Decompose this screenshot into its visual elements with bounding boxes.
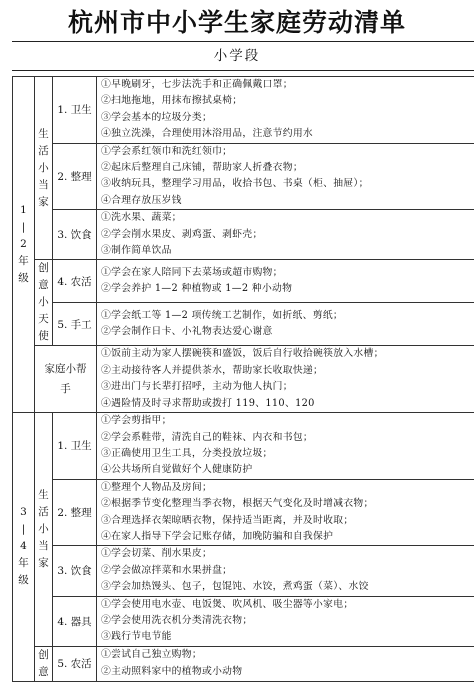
table-row <box>13 546 474 596</box>
table-row <box>13 646 474 681</box>
list-item: ②扫地拖地，用抹布擦拭桌椅； <box>101 93 472 109</box>
list-item: ②学会养护 1—2 种植物或 1—2 种小动物 <box>101 281 472 297</box>
item-list <box>97 646 474 681</box>
list-item: ③正确使用卫生工具，分类投放垃圾； <box>101 446 472 462</box>
list-item: ③进出门与长辈打招呼，主动为他人执门； <box>101 379 472 395</box>
list-item: ②学会制作日卡、小礼物表达爱心谢意 <box>101 324 472 340</box>
item-list <box>97 260 474 303</box>
list-item: ④公共场所自觉做好个人健康防护 <box>101 462 472 478</box>
grade-label-char: 4 <box>13 538 34 555</box>
list-item: ②主动照料家中的植物或小动物 <box>101 664 472 680</box>
list-item: ③制作简单饮品 <box>101 243 472 259</box>
list-item: ①整理个人物品及房间； <box>101 480 472 496</box>
category-label-char: 当 <box>35 177 52 194</box>
grade-label-char: 级 <box>13 572 34 589</box>
list-item: ③践行节电节能 <box>101 629 472 645</box>
list-item: ③学会基本的垃圾分类； <box>101 110 472 126</box>
page-title: 杭州市中小学生家庭劳动清单 <box>0 6 474 40</box>
category-label-char: 家 <box>35 194 52 211</box>
list-item: ④在家人指导下学会记账存储，加晚防骗和自我保护 <box>101 529 472 545</box>
subcategory-label: 4. 农活 <box>53 260 97 303</box>
table-row <box>13 346 474 413</box>
category-label-char: 小 <box>35 521 52 538</box>
subcategory-label: 1. 卫生 <box>53 77 97 144</box>
category-label-char: 小 <box>35 294 52 311</box>
table-row <box>13 596 474 646</box>
table-row <box>13 260 474 303</box>
list-item: ②学会使用洗衣机分类清洗衣物； <box>101 613 472 629</box>
category-label-char: 当 <box>35 538 52 555</box>
grade-label-char: 年 <box>13 253 34 270</box>
subcategory-label: 2. 整理 <box>53 143 97 210</box>
list-item: ①学会剪指甲； <box>101 413 472 429</box>
subcategory-label: 3. 饮食 <box>53 546 97 596</box>
grade-label <box>13 413 35 682</box>
subcategory-label: 1. 卫生 <box>53 413 97 480</box>
subcategory-label: 5. 手工 <box>53 303 97 346</box>
table-row <box>13 479 474 546</box>
list-item: ①学会使用电水壶、电饭煲、吹风机、吸尘器等小家电； <box>101 597 472 613</box>
category-label <box>35 260 53 346</box>
item-list <box>97 77 474 144</box>
grade-label-char: 3 <box>13 504 34 521</box>
grade-label-char: | <box>13 521 34 538</box>
category-label-char: 创 <box>35 260 52 277</box>
item-list <box>97 143 474 210</box>
list-item: ①尝试自己独立购物； <box>101 647 472 663</box>
list-item: ①早晚刷牙，七步法洗手和正确佩戴口罩； <box>101 77 472 93</box>
category-label-char: 家 <box>35 555 52 572</box>
grade-label-char: 级 <box>13 270 34 287</box>
list-item: ①学会纸工等 1—2 项传统工艺制作，如折纸、剪纸； <box>101 308 472 324</box>
table-row <box>13 210 474 260</box>
subtitle-divider <box>12 70 474 71</box>
category-label-char: 生 <box>35 126 52 143</box>
grade-label <box>13 77 35 413</box>
list-item: ②学会系鞋带，清洗自己的鞋袜、内衣和书包； <box>101 430 472 446</box>
item-list <box>97 210 474 260</box>
list-item: ②主动接待客人并提供茶水，帮助家长收取快递； <box>101 363 472 379</box>
grade-label-char: | <box>13 219 34 236</box>
grade-label-char: 年 <box>13 555 34 572</box>
list-item: ①学会切菜、削水果皮； <box>101 546 472 562</box>
subcategory-label: 5. 农活 <box>53 646 97 681</box>
item-list <box>97 303 474 346</box>
category-label-char: 天 <box>35 311 52 328</box>
category-label-char: 意 <box>35 664 52 681</box>
family-helper-label-line: 手 <box>35 379 96 399</box>
list-item: ②起床后整理自己床铺，帮助家人折叠衣物； <box>101 160 472 176</box>
list-item: ①学会系红领巾和洗红领巾； <box>101 144 472 160</box>
category-label <box>35 77 53 260</box>
list-item: ④遇险情及时寻求帮助或拨打 119、110、120 <box>101 396 472 412</box>
list-item: ②根据季节变化整理当季衣物，根据天气变化及时增减衣物； <box>101 496 472 512</box>
list-item: ①饭前主动为家人摆碗筷和盛饭，饭后自行收拾碗筷放入水槽； <box>101 346 472 362</box>
category-label <box>35 646 53 681</box>
list-item: ③收纳玩具，整理学习用品，收拾书包、书桌（柜、抽屉）； <box>101 176 472 192</box>
category-label-char: 生 <box>35 487 52 504</box>
list-item: ②学会做凉拌菜和水果拼盘； <box>101 563 472 579</box>
family-helper-label <box>35 346 97 413</box>
item-list <box>97 546 474 596</box>
item-list <box>97 346 474 413</box>
table-row <box>13 303 474 346</box>
list-item: ④独立洗澡，合理使用沐浴用品，注意节约用水 <box>101 126 472 142</box>
page-subtitle: 小学段 <box>0 46 474 66</box>
list-item: ④合理存放压岁钱 <box>101 193 472 209</box>
category-label-char: 使 <box>35 328 52 345</box>
grade-label-char: 1 <box>13 202 34 219</box>
subcategory-label: 4. 器具 <box>53 596 97 646</box>
list-item: ①洗水果、蔬菜； <box>101 210 472 226</box>
category-label <box>35 413 53 647</box>
category-label-char: 小 <box>35 160 52 177</box>
list-item: ②学会削水果皮、剥鸡蛋、剥虾壳； <box>101 227 472 243</box>
list-item: ③学会加热馒头、包子，包馄饨、水饺，煮鸡蛋（菜）、水饺 <box>101 579 472 595</box>
category-label-char: 活 <box>35 143 52 160</box>
family-helper-label-line: 家庭小帮 <box>35 359 96 379</box>
table-row <box>13 413 474 480</box>
table-row <box>13 143 474 210</box>
table-row <box>13 77 474 144</box>
title-divider <box>12 41 474 42</box>
grade-label-char: 2 <box>13 236 34 253</box>
category-label-char: 活 <box>35 504 52 521</box>
labor-checklist-table <box>12 76 474 682</box>
subcategory-label: 3. 饮食 <box>53 210 97 260</box>
category-label-char: 意 <box>35 277 52 294</box>
item-list <box>97 596 474 646</box>
list-item: ①学会在家人陪同下去菜场或超市购物； <box>101 265 472 281</box>
list-item: ③合理选择衣架晾晒衣物，保持适当距离，并及时收取； <box>101 513 472 529</box>
item-list <box>97 413 474 480</box>
category-label-char: 创 <box>35 647 52 664</box>
item-list <box>97 479 474 546</box>
subcategory-label: 2. 整理 <box>53 479 97 546</box>
